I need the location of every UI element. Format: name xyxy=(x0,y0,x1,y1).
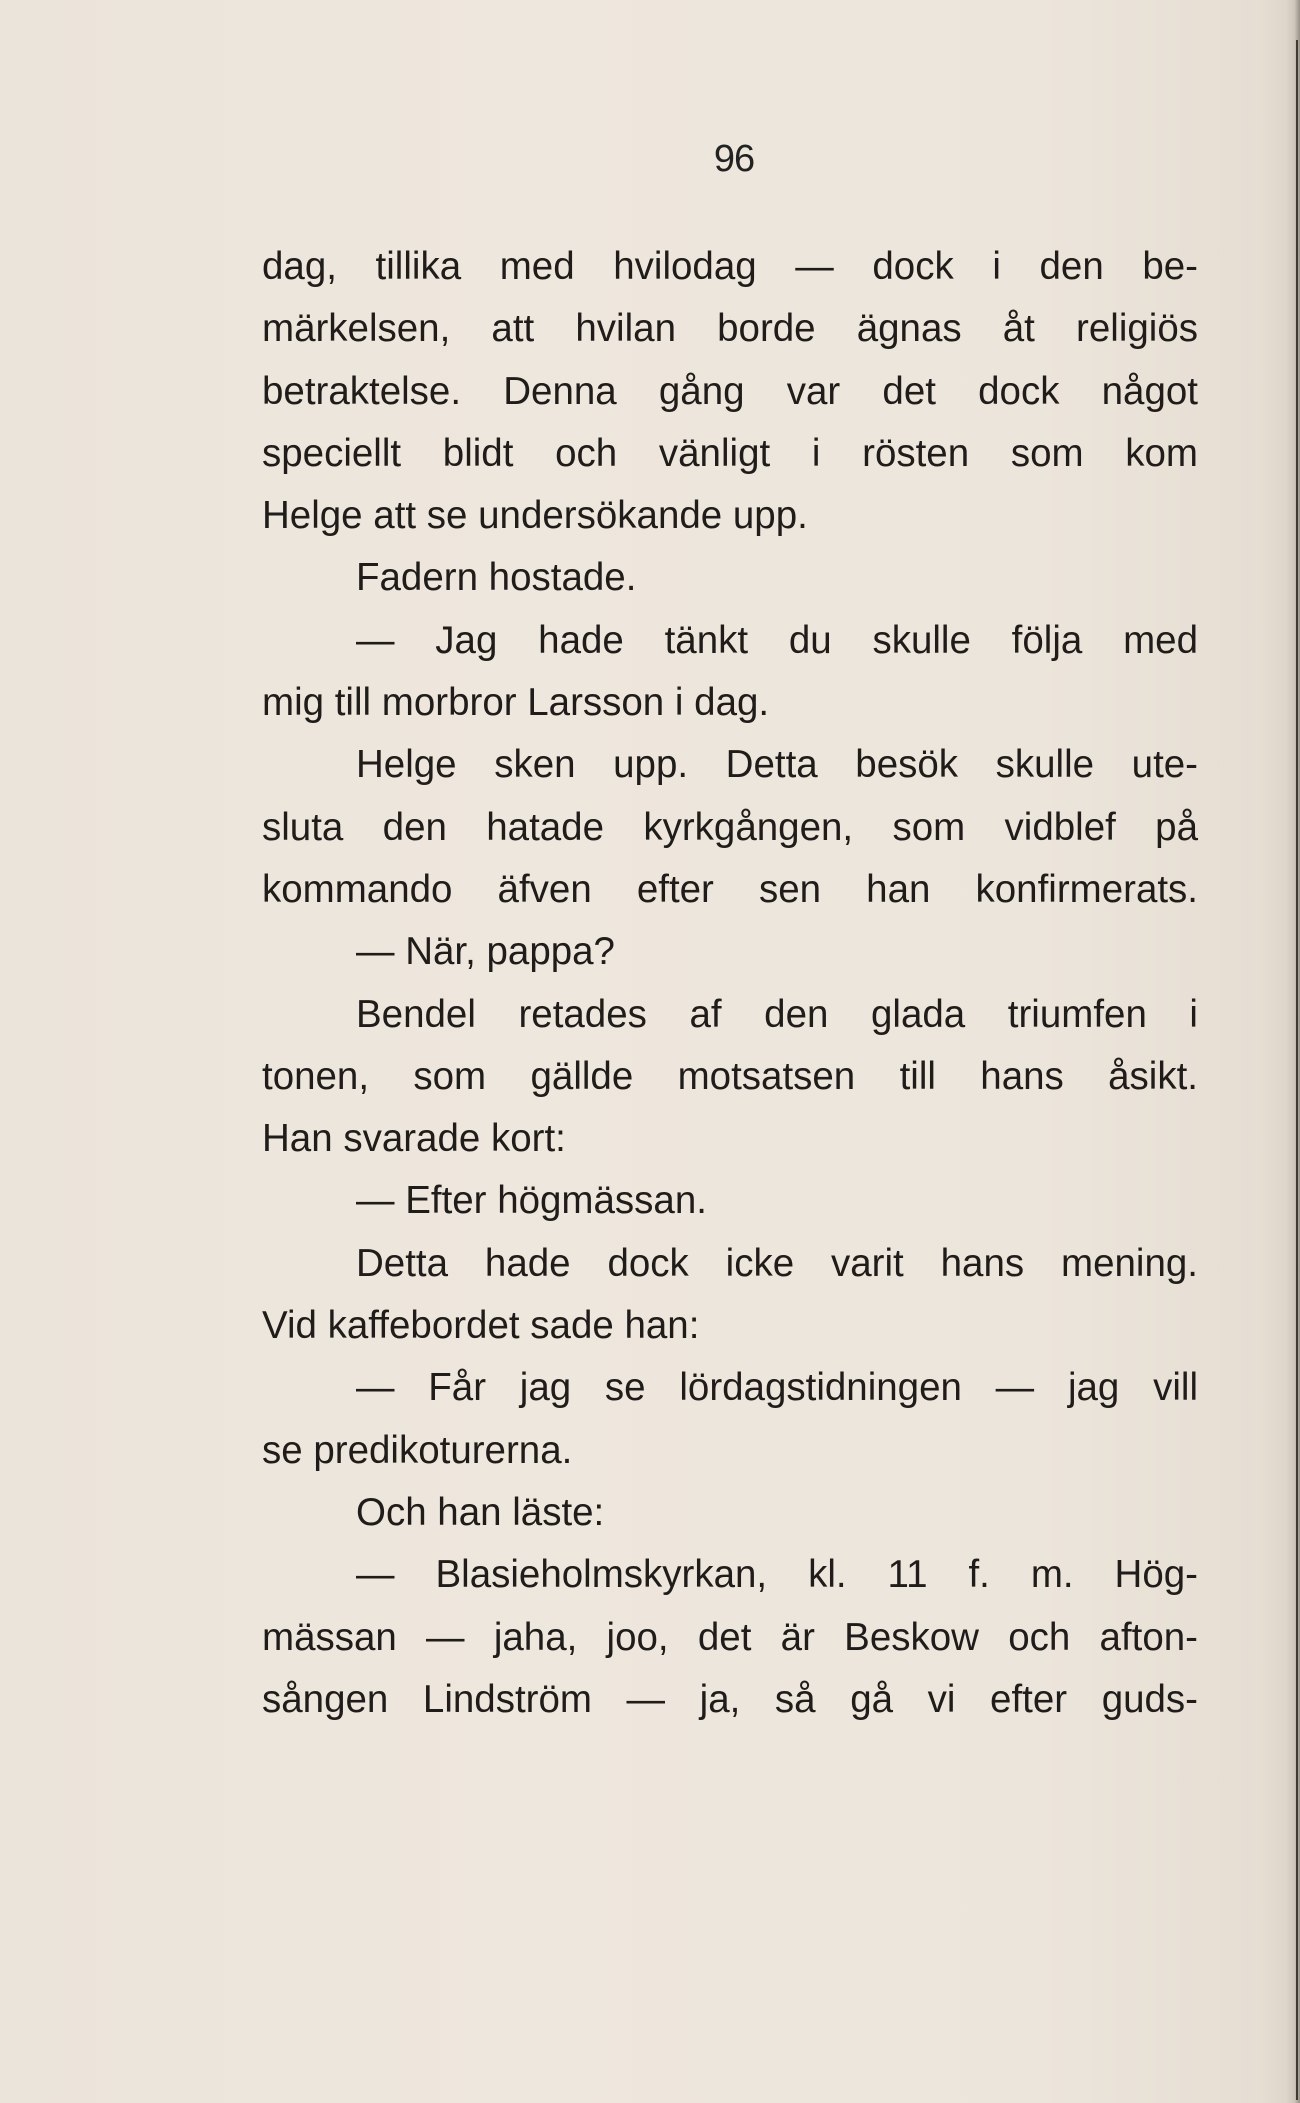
text-line-14: tonen, som gällde motsatsen till hans åsikt. xyxy=(262,1054,1198,1098)
text-line-3: betraktelse. Denna gång var det dock något xyxy=(262,369,1198,413)
text-line-24: sången Lindström — ja, så gå vi efter guds- xyxy=(262,1677,1198,1721)
text-line-13: Bendel retades af den glada triumfen i xyxy=(356,992,1198,1036)
page-number: 96 xyxy=(713,138,755,180)
text-line-7: — Jag hade tänkt du skulle följa med xyxy=(356,618,1198,662)
page-edge-line xyxy=(1296,40,1298,2100)
text-line-23: mässan — jaha, joo, det är Beskow och afton- xyxy=(262,1615,1198,1659)
text-line-16: — Efter högmässan. xyxy=(356,1179,707,1223)
text-line-20: se predikoturerna. xyxy=(262,1428,573,1472)
body-text xyxy=(262,236,1198,1731)
text-line-17: Detta hade dock icke varit hans mening. xyxy=(356,1241,1198,1285)
text-line-10: sluta den hatade kyrkgången, som vidblef på xyxy=(262,805,1198,849)
text-line-6: Fadern hostade. xyxy=(356,556,637,600)
text-line-21: Och han läste: xyxy=(356,1490,605,1534)
text-line-2: märkelsen, att hvilan borde ägnas åt religiös xyxy=(262,307,1198,351)
text-line-9: Helge sken upp. Detta besök skulle ute- xyxy=(356,743,1198,787)
text-line-19: — Får jag se lördagstidningen — jag vill xyxy=(356,1366,1198,1410)
text-line-8: mig till morbror Larsson i dag. xyxy=(262,681,770,725)
text-line-15: Han svarade kort: xyxy=(262,1117,566,1161)
text-line-12: — När, pappa? xyxy=(356,930,615,974)
text-line-4: speciellt blidt och vänligt i rösten som kom xyxy=(262,431,1198,475)
text-line-18: Vid kaffebordet sade han: xyxy=(262,1304,700,1348)
text-line-5: Helge att se undersökande upp. xyxy=(262,494,808,538)
text-line-1: dag, tillika med hvilodag — dock i den be- xyxy=(262,245,1198,288)
text-line-22: — Blasieholmskyrkan, kl. 11 f. m. Hög- xyxy=(356,1553,1198,1597)
text-line-11: kommando äfven efter sen han konfirmerats. xyxy=(262,867,1198,911)
